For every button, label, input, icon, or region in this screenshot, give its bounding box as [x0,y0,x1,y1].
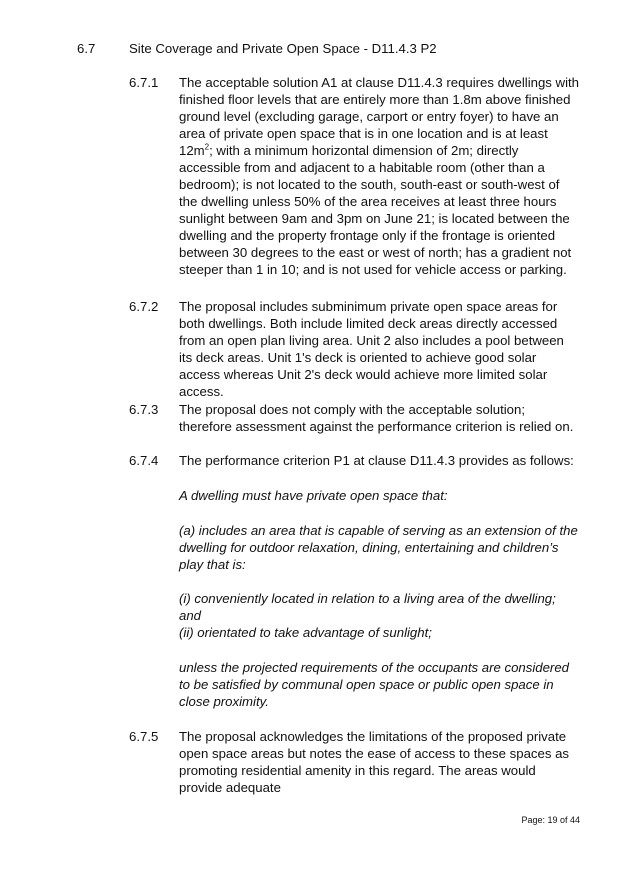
paragraph-text-part: ; with a minimum horizontal dimension of 2m; directly accessible from and adjacent to a habitable room (other than a bedroom); is not located to the south, south-east or south-west of the dwelling unless 50% of the area receives at least three hours sunlight between 9am and 3pm on June 21; is located between the dwelling and the property frontage only if the frontage is oriented between 30 degrees to the east or west of north; has a gradient not steeper than 1 in 10; and is not used for vehicle access or parking. [179,143,572,277]
paragraph-text [179,74,579,278]
paragraph-text-part: The acceptable solution A1 at clause D11.4.3 requires dwellings with finished floor levels that are entirely more than 1.8m above finished ground level (excluding garage, carport or entry foyer) to have an area of private open space that is in one location and is at least 12m [179,75,580,158]
superscript: 2 [204,142,210,152]
section-title: Site Coverage and Private Open Space - D11.4.3 P2 [129,41,437,56]
paragraph-6-7-2 [129,298,579,400]
paragraph-text: The performance criterion P1 at clause D11.4.3 provides as follows: [179,453,574,468]
paragraph-number: 6.7.1 [129,75,159,90]
criterion-quote-line: A dwelling must have private open space that: [179,488,448,503]
paragraph-number: 6.7.3 [129,402,159,417]
paragraph-text: The proposal includes subminimum private open space areas for both dwellings. Both include limited deck areas directly accessed from an open plan living area. Unit 2 also includes a pool between its deck areas. Unit 1's deck is oriented to achieve good solar access whereas Unit 2's deck would achieve more limited solar access. [179,299,564,399]
paragraph-6-7-3 [129,401,579,435]
paragraph-6-7-1 [129,74,579,278]
page-number: Page: 19 of 44 [521,815,580,825]
paragraph-text: The proposal acknowledges the limitations of the proposed private open space areas but notes the ease of access to these spaces as promoting residential amenity in this regard. The areas would provide adequate [179,729,570,795]
section-number: 6.7 [77,41,96,56]
paragraph-number: 6.7.2 [129,299,159,314]
criterion-quote-line: (a) includes an area that is capable of serving as an extension of the dwelling for outdoor relaxation, dining, entertaining and children’s play that is: [179,523,578,572]
paragraph-number: 6.7.4 [129,453,159,468]
criterion-quote-line: (ii) orientated to take advantage of sunlight; [179,625,432,640]
section-heading [77,40,437,57]
criterion-quote-line: (i) conveniently located in relation to a living area of the dwelling; and [179,591,556,623]
paragraph-6-7-5 [129,728,579,796]
criterion-quote-line: unless the projected requirements of the occupants are considered to be satisfied by communal open space or public open space in close proximity. [179,660,569,709]
paragraph-6-7-4 [129,452,579,469]
paragraph-text: The proposal does not comply with the acceptable solution; therefore assessment against the performance criterion is relied on. [179,402,574,434]
paragraph-number: 6.7.5 [129,729,159,744]
